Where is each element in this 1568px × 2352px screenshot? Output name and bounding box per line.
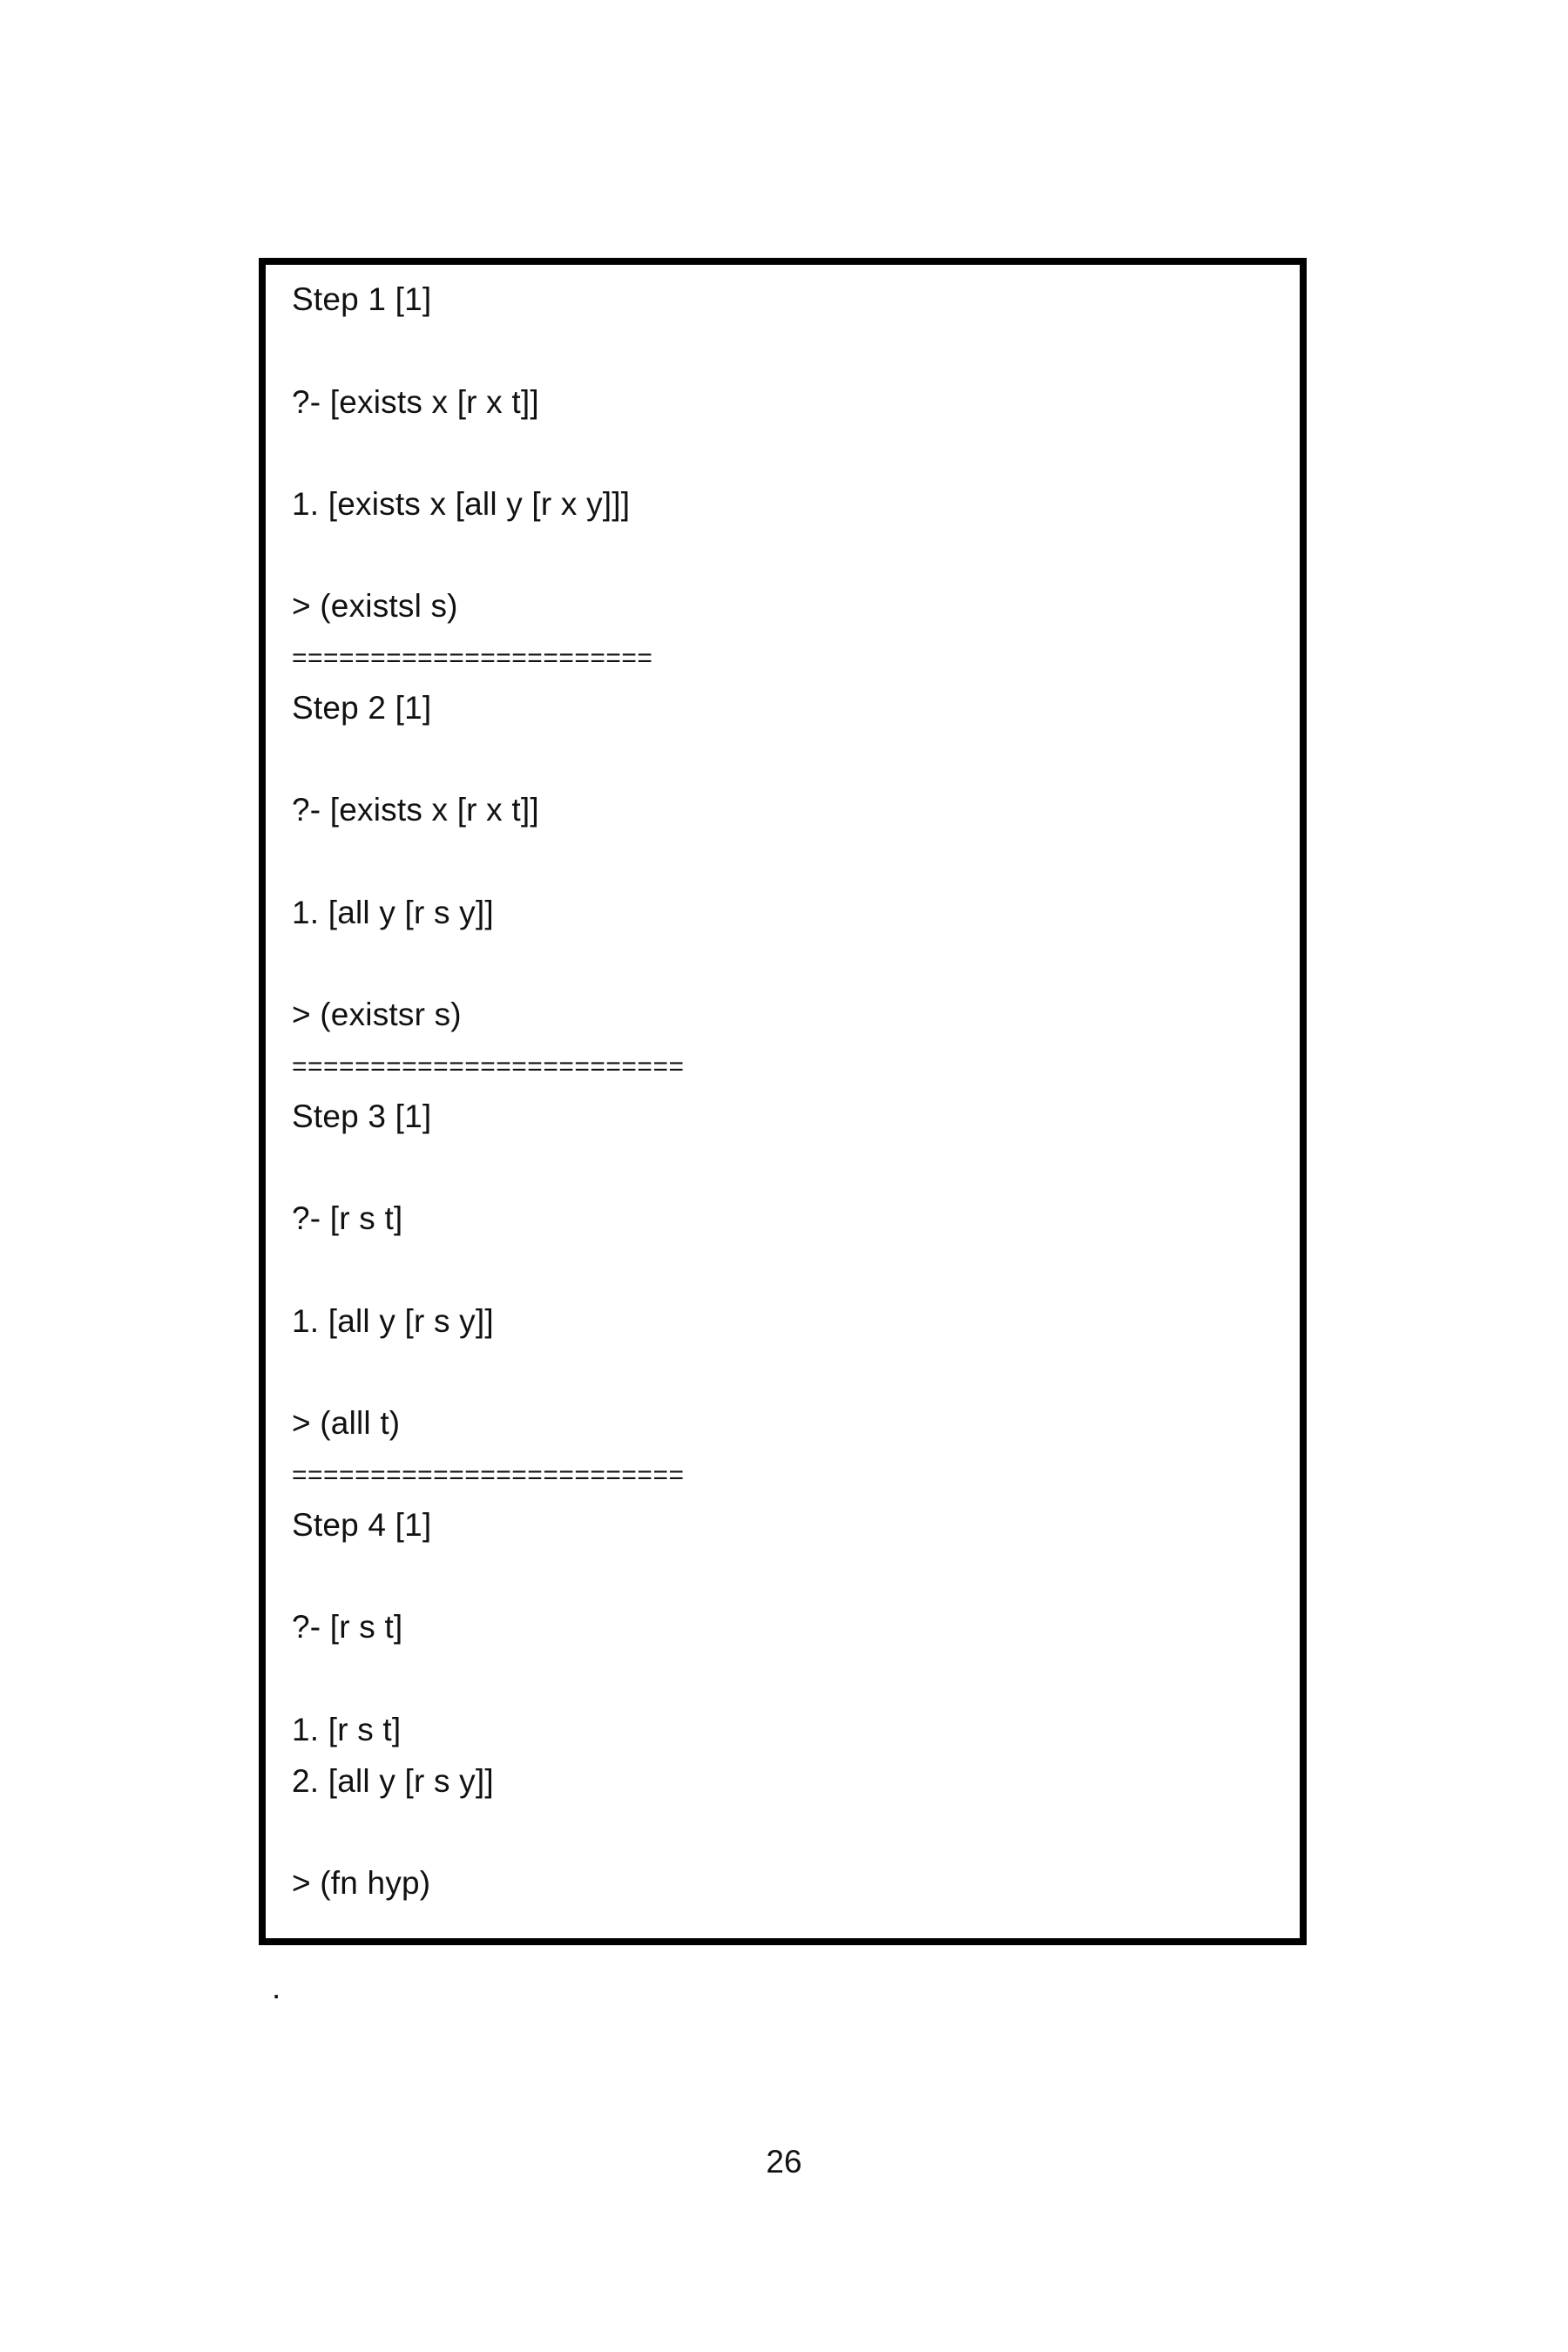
step-2-command: > (existsr s) — [292, 997, 462, 1032]
step-2-header: Step 2 [1] — [292, 690, 432, 726]
step-3-goal: ?- [r s t] — [292, 1200, 403, 1236]
step-2-goal: ?- [exists x [r x t]] — [292, 792, 539, 828]
page-number: 26 — [766, 2144, 802, 2180]
step-4-goal: ?- [r s t] — [292, 1609, 403, 1645]
step-3-separator: ========================= — [292, 1461, 685, 1490]
step-4-header: Step 4 [1] — [292, 1507, 432, 1543]
trailing-period: . — [272, 1970, 281, 2005]
step-3-hypothesis-1: 1. [all y [r s y]] — [292, 1303, 494, 1339]
step-1-hypothesis-1: 1. [exists x [all y [r x y]]] — [292, 486, 631, 522]
step-4-hypothesis-2: 2. [all y [r s y]] — [292, 1763, 494, 1799]
step-2-separator: ========================= — [292, 1052, 685, 1081]
step-3-header: Step 3 [1] — [292, 1098, 432, 1134]
step-4-command: > (fn hyp) — [292, 1865, 431, 1901]
step-1-separator: ======================= — [292, 644, 653, 672]
step-1-command: > (existsl s) — [292, 588, 458, 624]
step-3-command: > (alll t) — [292, 1405, 401, 1441]
step-4-hypothesis-1: 1. [r s t] — [292, 1712, 402, 1747]
step-1-goal: ?- [exists x [r x t]] — [292, 384, 539, 420]
step-1-header: Step 1 [1] — [292, 281, 432, 317]
step-2-hypothesis-1: 1. [all y [r s y]] — [292, 895, 494, 930]
